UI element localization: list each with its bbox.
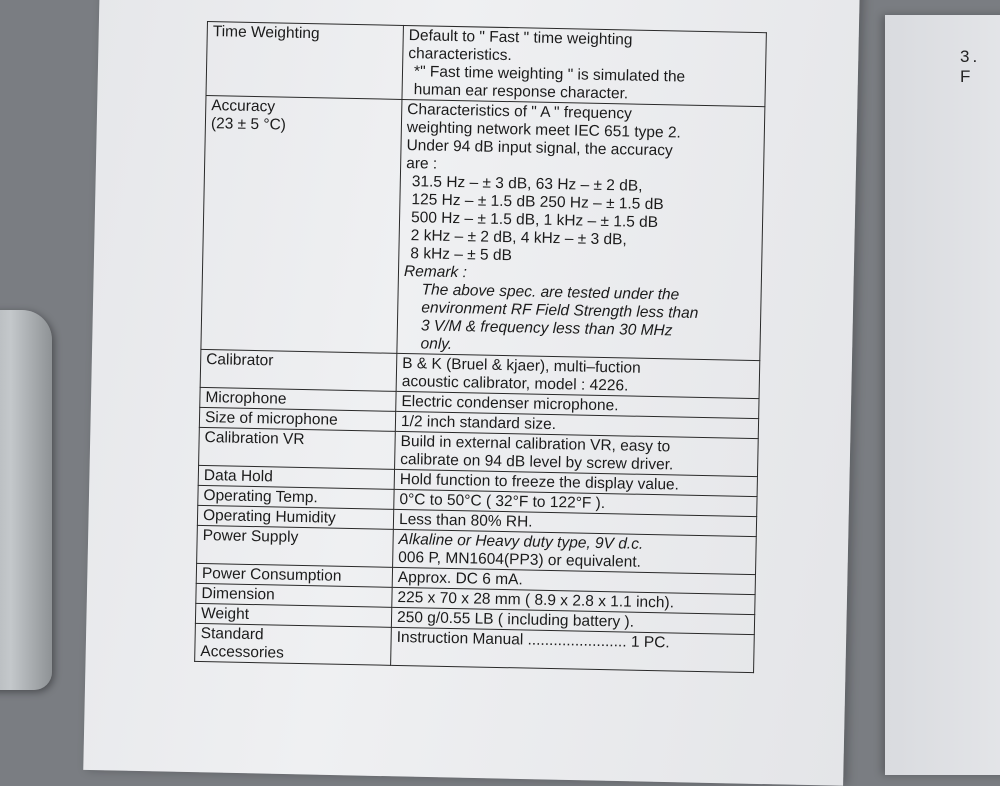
spec-value-line: are :: [406, 155, 438, 173]
spec-value-line: Under 94 dB input signal, the accuracy: [406, 137, 673, 160]
spec-value: [397, 99, 765, 360]
spec-key: [199, 427, 396, 469]
spec-value-line: Electric condenser microphone.: [401, 392, 619, 415]
spec-key-line: Standard: [200, 624, 264, 644]
spec-key-line: Accessories: [200, 642, 285, 662]
spec-value: [391, 627, 755, 672]
spec-key-line: Weight: [200, 605, 250, 623]
spec-key: [201, 95, 402, 353]
spec-key-line: Calibrator: [206, 351, 274, 370]
spec-key-line: (23 ± 5 °C): [210, 115, 287, 134]
accuracy-list-item: 2 kHz – ± 2 dB, 4 kHz – ± 3 dB,: [410, 227, 627, 249]
spec-value-line: Build in external calibration VR, easy to: [400, 432, 671, 456]
spec-value: [393, 529, 757, 574]
remark-label: Remark :: [403, 263, 468, 282]
spec-value-line: Characteristics of " A " frequency: [407, 101, 633, 123]
remark-line: environment RF Field Strength less than: [421, 299, 699, 322]
spec-key-line: Dimension: [201, 585, 275, 604]
spec-value-line: 225 x 70 x 28 mm ( 8.9 x 2.8 x 1.1 inch).: [397, 588, 675, 612]
spec-value-line: acoustic calibrator, model : 4226.: [401, 372, 629, 395]
remark-line: 3 V/M & frequency less than 30 MHz: [420, 317, 673, 340]
right-page-heading: 3. F: [960, 47, 981, 86]
spec-value-line: characteristics.: [408, 45, 512, 65]
spec-value-line: Default to " Fast " time weighting: [408, 27, 633, 49]
accuracy-list-item: 31.5 Hz – ± 3 dB, 63 Hz – ± 2 dB,: [411, 173, 643, 195]
spec-value-line: B & K (Bruel & kjaer), multi–fuction: [401, 354, 641, 377]
spec-value-line: 006 P, MN1604(PP3) or equivalent.: [398, 548, 642, 571]
spec-key: [195, 623, 392, 665]
spec-value-line: 1/2 inch standard size.: [400, 412, 557, 434]
spec-value: [396, 353, 760, 398]
spec-key-line: Operating Humidity: [202, 507, 336, 527]
spec-value-line: calibrate on 94 dB level by screw driver.: [400, 450, 674, 474]
spec-value-line: weighting network meet IEC 651 type 2.: [406, 119, 682, 142]
accuracy-list-item: 500 Hz – ± 1.5 dB, 1 kHz – ± 1.5 dB: [410, 209, 659, 232]
spec-key-line: Power Consumption: [201, 565, 342, 585]
spec-key-line: Power Supply: [202, 527, 299, 546]
spec-key-line: Size of microphone: [204, 409, 338, 429]
specification-table-wrap: [194, 21, 767, 673]
spec-value-line: Hold function to freeze the display value.: [399, 470, 680, 494]
spec-value-line: *" Fast time weighting " is simulated the: [413, 63, 686, 86]
spec-key: [200, 349, 397, 391]
accuracy-list-item: 8 kHz – ± 5 dB: [410, 245, 513, 265]
spec-value: [402, 25, 766, 106]
remark-line: The above spec. are tested under the: [421, 281, 680, 304]
spec-key-line: Data Hold: [203, 467, 273, 486]
sound-level-meter-device: [0, 310, 52, 690]
spec-value-line: human ear response character.: [413, 81, 629, 103]
accuracy-list-item: 125 Hz – ± 1.5 dB 250 Hz – ± 1.5 dB: [411, 191, 664, 214]
spec-key-line: Calibration VR: [204, 429, 305, 449]
spec-key-line: Time Weighting: [212, 23, 320, 43]
spec-key-line: Microphone: [205, 389, 287, 408]
remark-line: only.: [420, 335, 453, 353]
table-row-accuracy: [201, 95, 765, 360]
table-row-time-weighting: [206, 22, 766, 107]
spec-value-line: 0°C to 50°C ( 32°F to 122°F ).: [399, 490, 606, 513]
spec-value-line: Alkaline or Heavy duty type, 9V d.c.: [398, 530, 644, 553]
spec-key: [206, 22, 403, 100]
specification-table: [194, 21, 767, 673]
right-manual-page: [885, 15, 1000, 775]
spec-value-line: Instruction Manual ....................... 1 PC.: [396, 628, 670, 652]
spec-value-line: Less than 80% RH.: [398, 510, 533, 531]
spec-value: [395, 431, 759, 476]
spec-key: [197, 525, 394, 567]
spec-key-line: Operating Temp.: [203, 487, 318, 507]
spec-value-line: Approx. DC 6 mA.: [397, 568, 523, 589]
spec-value-line: 250 g/0.55 LB ( including battery ).: [396, 608, 635, 631]
spec-key-line: Accuracy: [211, 97, 276, 116]
